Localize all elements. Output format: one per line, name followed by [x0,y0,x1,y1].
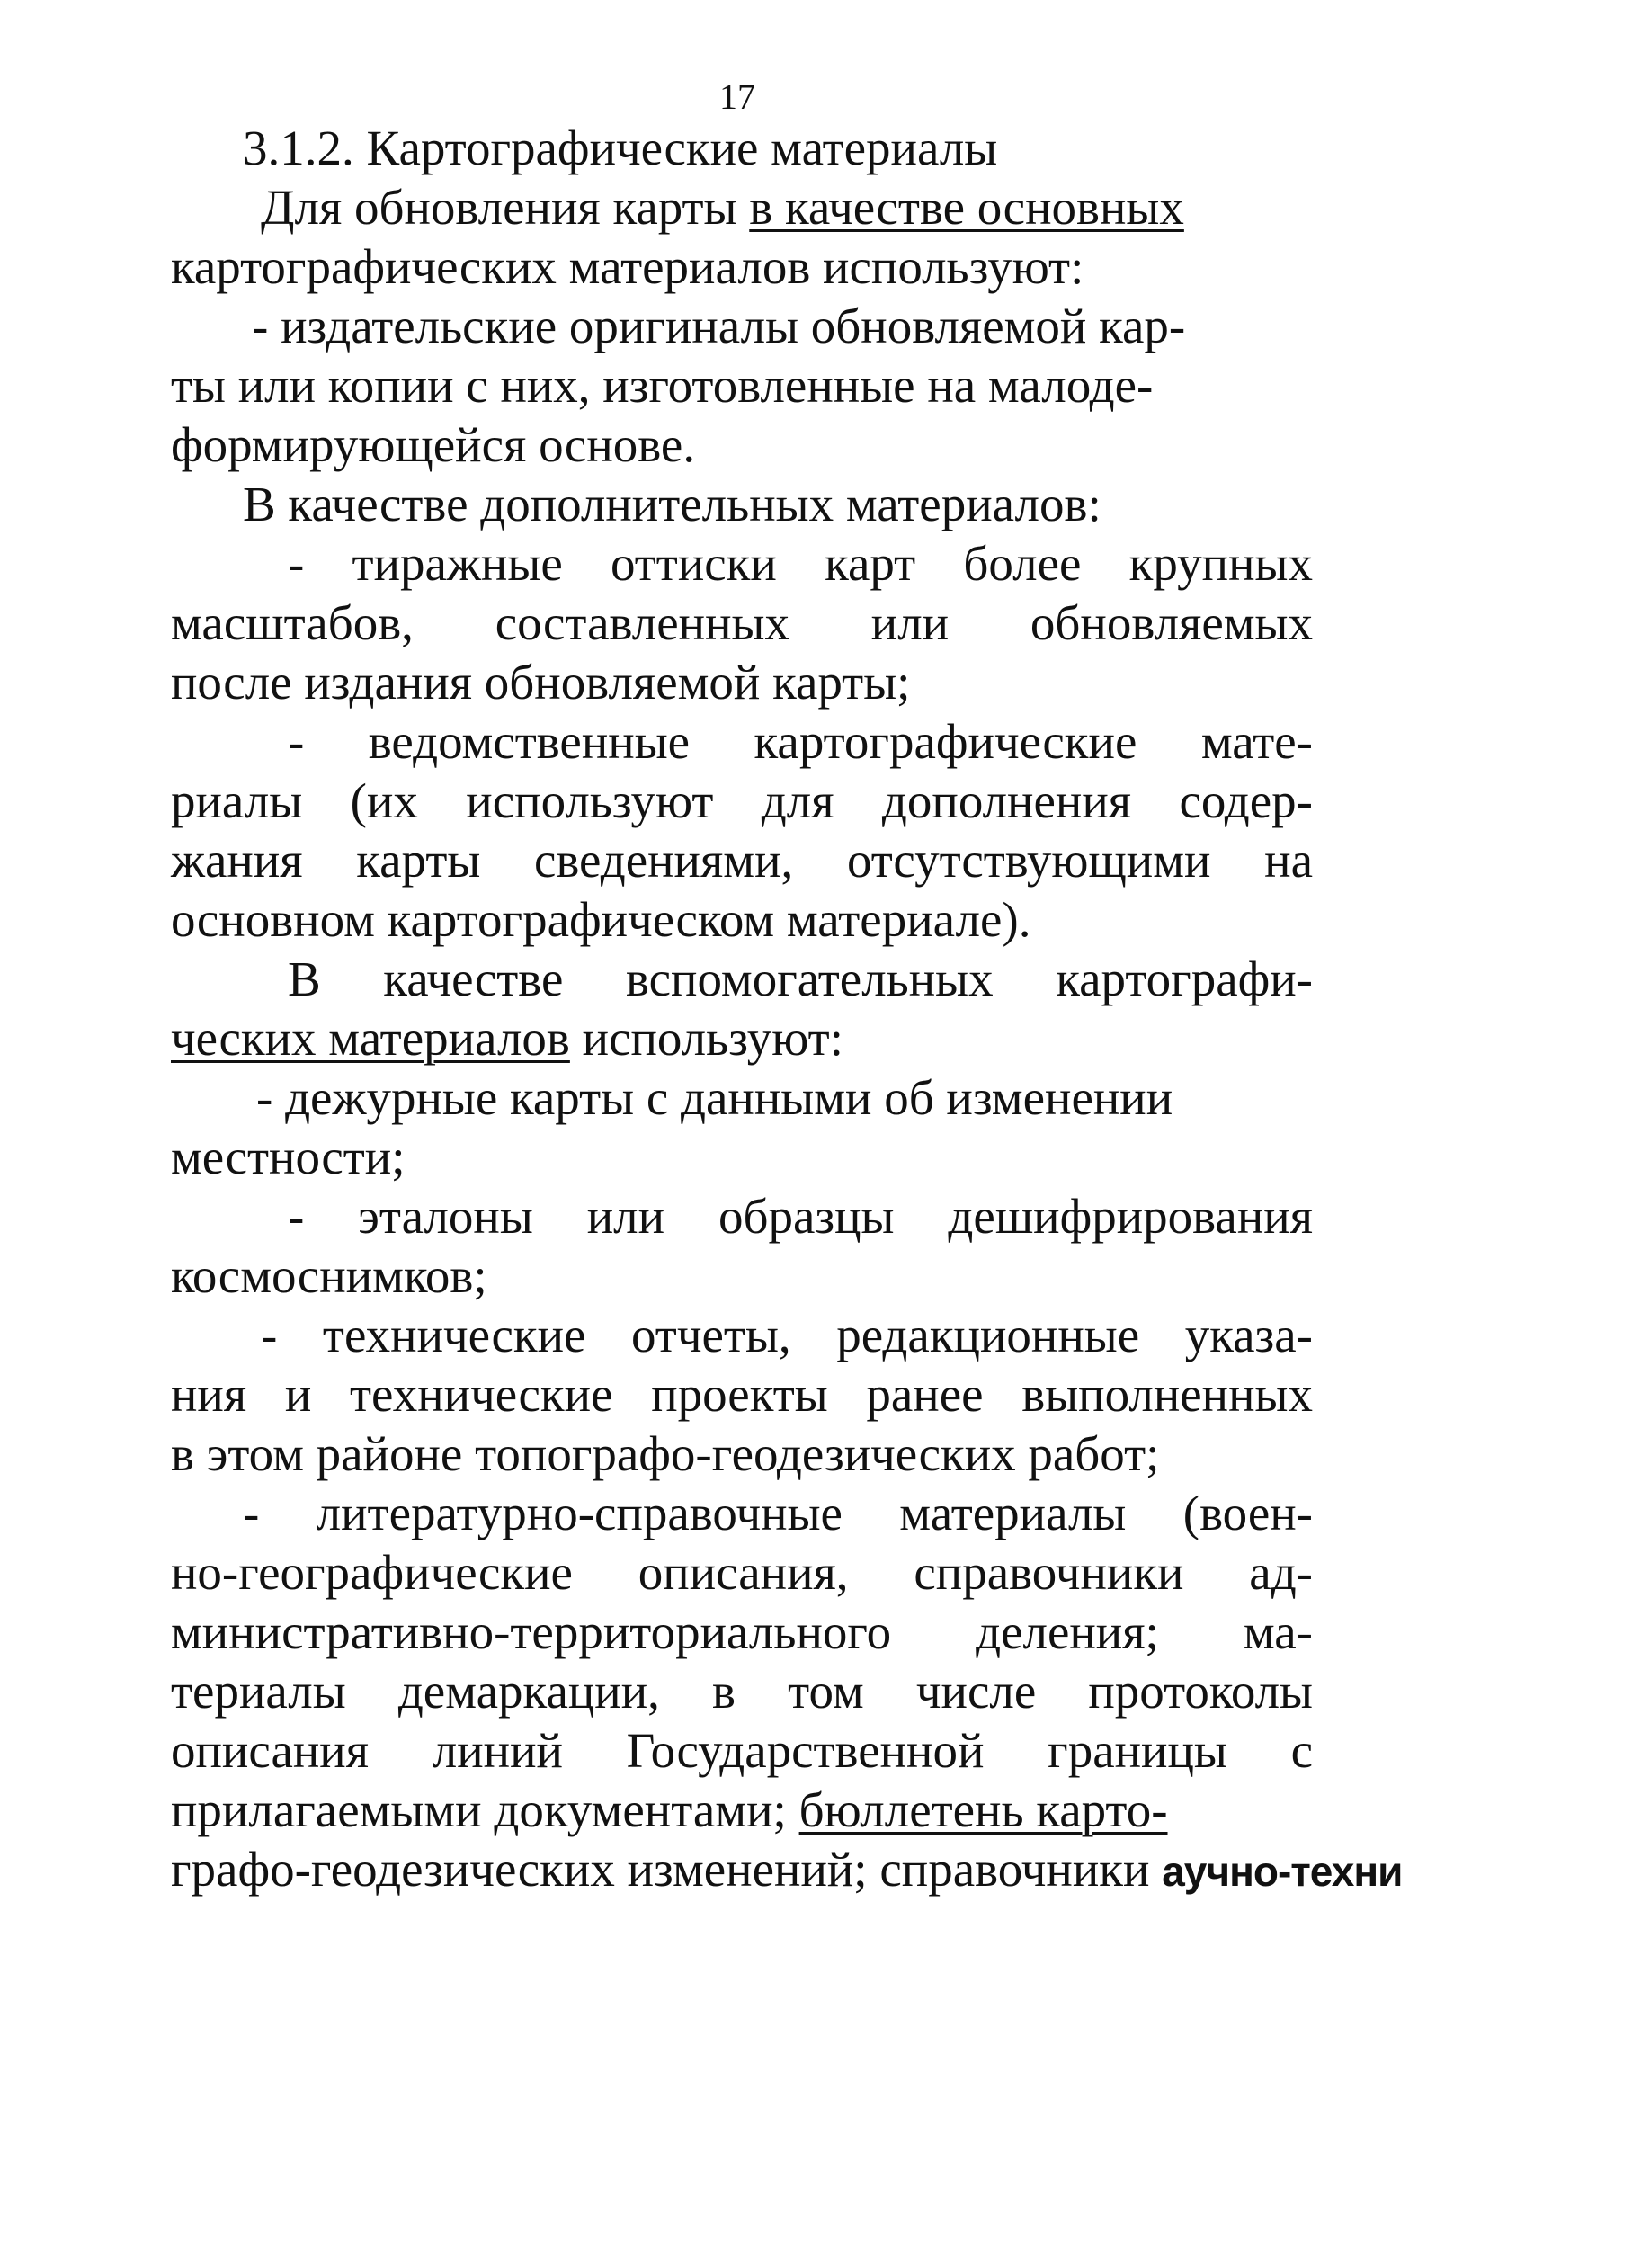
text-run: прилагаемыми документами; [171,1782,799,1837]
paragraph-line [171,1009,1313,1068]
paragraph-line: картографических материалов используют: [171,239,1084,294]
list-item-line: - литературно-справочные материалы (воен- [243,1486,1313,1540]
list-item-line: - дежурные карты с данными об изменении [256,1070,1173,1125]
list-item-line: после издания обновляемой карты; [171,655,911,710]
list-item-line: - технические отчеты, редакционные указа- [261,1308,1313,1362]
list-item-line: - тиражные оттиски карт более крупных [288,536,1313,591]
underlined-text: бюллетень карто- [798,1782,1168,1837]
list-item-line: ния и технические проекты ранее выполненных [171,1367,1313,1422]
list-item-line: министративно-территориального деления; ма- [171,1604,1313,1659]
list-item-line: космоснимков; [171,1248,487,1303]
list-item-line: формирующейся основе. [171,417,696,472]
list-item-line: описания линий Государственной границы с [171,1723,1313,1778]
list-item-line: основном картографическом материале). [171,892,1031,947]
list-item-line: масштабов, составленных или обновляемых [171,595,1313,650]
list-item-line: - издательские оригиналы обновляемой кар- [252,299,1186,353]
list-item-line: - эталоны или образцы дешифрирования [288,1189,1313,1244]
list-item-line: жания карты сведениями, отсутствующими на [171,833,1313,888]
text-run: используют: [569,1011,843,1066]
text-run: Для обновления карты [261,180,750,235]
list-item-line: - ведомственные картографические мате- [288,714,1313,769]
list-item-line [171,1840,1403,1899]
list-item-line: местности; [171,1130,406,1184]
underlined-text: ческих материалов [171,1011,570,1066]
list-item-line: териалы демаркации, в том числе протоколы [171,1664,1313,1719]
list-item-line: в этом районе топографо-геодезических работ; [171,1426,1160,1481]
paragraph-line [171,178,1313,237]
list-item-line: ты или копии с них, изготовленные на малоде- [171,358,1154,413]
list-item-line [171,1781,1313,1840]
list-item-line: риалы (их используют для дополнения содер- [171,773,1313,828]
list-item-line: но-географические описания, справочники ад- [171,1545,1313,1600]
overprint-fragment: аучно-техни [1162,1848,1403,1895]
section-heading: 3.1.2. Картографические материалы [243,121,998,175]
page-number: 17 [719,76,755,117]
document-body [171,119,1403,1899]
underlined-text: в качестве основных [749,180,1184,235]
paragraph-line: В качестве вспомогательных картографи- [288,951,1313,1006]
text-run: графо-геодезических изменений; справочники [171,1842,1150,1897]
paragraph-line: В качестве дополнительных материалов: [243,477,1101,531]
